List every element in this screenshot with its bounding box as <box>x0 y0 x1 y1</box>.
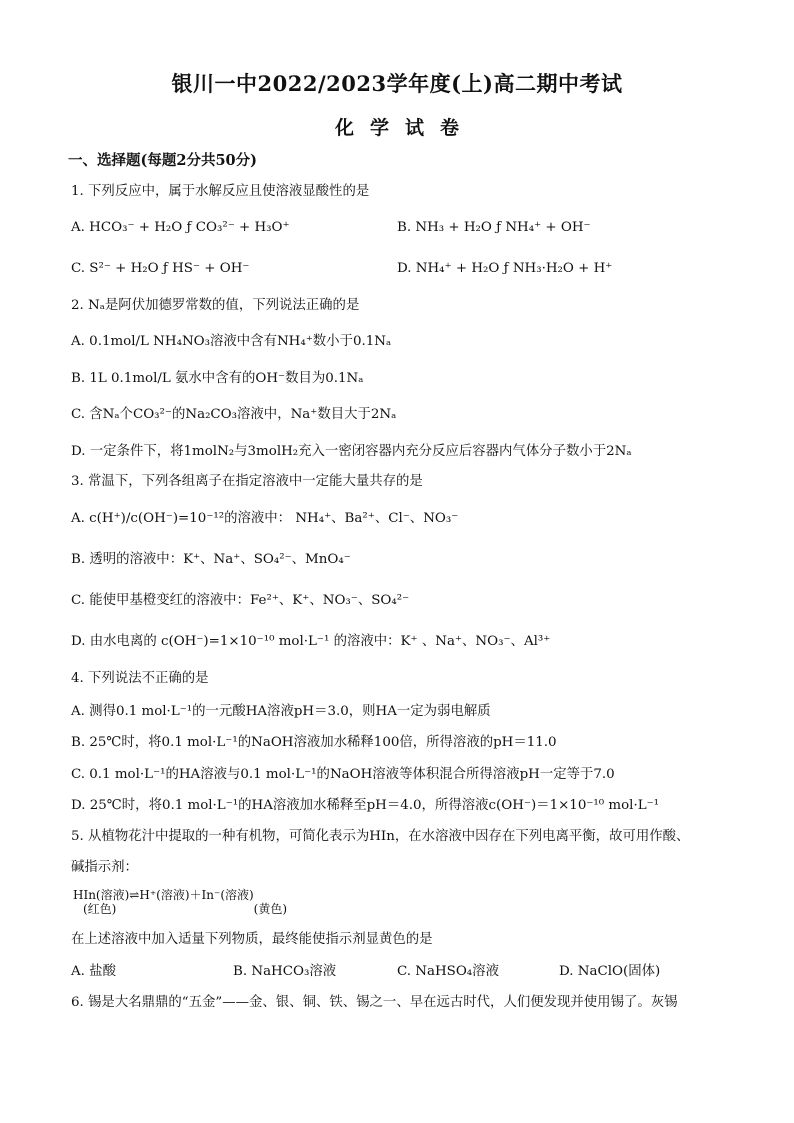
q1-option-d: D. NH₄⁺ + H₂O ƒ NH₃·H₂O + H⁺ <box>397 261 613 276</box>
q3-option-d: D. 由水电离的 c(OH⁻)=1×10⁻¹⁰ mol·L⁻¹ 的溶液中：K⁺ 、Na⁺、NO₃⁻、Al³⁺ <box>71 634 551 649</box>
q3-stem: 3. 常温下，下列各组离子在指定溶液中一定能大量共存的是 <box>71 474 423 489</box>
q3-option-c: C. 能使甲基橙变红的溶液中：Fe²⁺、K⁺、NO₃⁻、SO₄²⁻ <box>71 593 410 608</box>
q4-option-d: D. 25℃时，将0.1 mol·L⁻¹的HA溶液加水稀释至pH＝4.0，所得溶液c(OH⁻)＝1×10⁻¹⁰ mol·L⁻¹ <box>71 798 660 813</box>
q5-option-d: D. NaClO(固体) <box>559 964 661 979</box>
q2-stem: 2. Nₐ是阿伏加德罗常数的值，下列说法正确的是 <box>71 298 360 313</box>
equilibrium-colors: (红色) (黄色) <box>83 902 288 916</box>
exam-title: 银川一中2022/2023学年度(上)高二期中考试 <box>171 71 623 96</box>
q5-question: 在上述溶液中加入适量下列物质，最终能使指示剂显黄色的是 <box>71 932 433 947</box>
q4-option-a: A. 测得0.1 mol·L⁻¹的一元酸HA溶液pH＝3.0，则HA一定为弱电解质 <box>71 704 491 719</box>
q6-stem: 6. 锡是大名鼎鼎的“五金”——金、银、铜、铁、锡之一、早在远古时代，人们便发现并使用锡了。灰锡 <box>71 995 678 1010</box>
q4-stem: 4. 下列说法不正确的是 <box>71 671 209 686</box>
q4-option-c: C. 0.1 mol·L⁻¹的HA溶液与0.1 mol·L⁻¹的NaOH溶液等体积混合所得溶液pH一定等于7.0 <box>71 767 615 782</box>
q1-option-c: C. S²⁻ + H₂O ƒ HS⁻ + OH⁻ <box>71 261 250 276</box>
q2-option-b: B. 1L 0.1mol/L 氨水中含有的OH⁻数目为0.1Nₐ <box>71 371 364 386</box>
q2-option-c: C. 含Nₐ个CO₃²⁻的Na₂CO₃溶液中，Na⁺数目大于2Nₐ <box>71 407 397 422</box>
q5-option-b: B. NaHCO₃溶液 <box>233 964 337 979</box>
exam-subtitle: 化学试卷 <box>334 117 475 139</box>
q5-option-a: A. 盐酸 <box>71 964 116 979</box>
q3-option-b: B. 透明的溶液中：K⁺、Na⁺、SO₄²⁻、MnO₄⁻ <box>71 552 351 567</box>
section-heading: 一、选择题(每题2分共50分) <box>68 152 257 169</box>
q5-option-c: C. NaHSO₄溶液 <box>397 964 499 979</box>
q4-option-b: B. 25℃时，将0.1 mol·L⁻¹的NaOH溶液加水稀释100倍，所得溶液的pH＝11.0 <box>71 735 557 750</box>
q5-stem-line1: 5. 从植物花汁中提取的一种有机物，可简化表示为HIn，在水溶液中因存在下列电离平衡，故可用作酸、 <box>71 829 690 844</box>
q1-option-a: A. HCO₃⁻ + H₂O ƒ CO₃²⁻ + H₃O⁺ <box>71 220 290 235</box>
q2-option-d: D. 一定条件下，将1molN₂与3molH₂充入一密闭容器内充分反应后容器内气体分子数小于2Nₐ <box>71 444 632 459</box>
q1-stem: 1. 下列反应中，属于水解反应且使溶液显酸性的是 <box>71 184 370 199</box>
q3-option-a: A. c(H⁺)/c(OH⁻)=10⁻¹²的溶液中： NH₄⁺、Ba²⁺、Cl⁻、NO₃⁻ <box>71 511 459 526</box>
q1-option-b: B. NH₃ + H₂O ƒ NH₄⁺ + OH⁻ <box>397 220 591 235</box>
q2-option-a: A. 0.1mol/L NH₄NO₃溶液中含有NH₄⁺数小于0.1Nₐ <box>71 334 392 349</box>
equilibrium-equation: HIn(溶液)⇌H⁺(溶液)＋In⁻(溶液) <box>73 888 254 902</box>
q5-stem-line2: 碱指示剂： <box>71 860 138 875</box>
ionization-equilibrium <box>73 888 287 916</box>
